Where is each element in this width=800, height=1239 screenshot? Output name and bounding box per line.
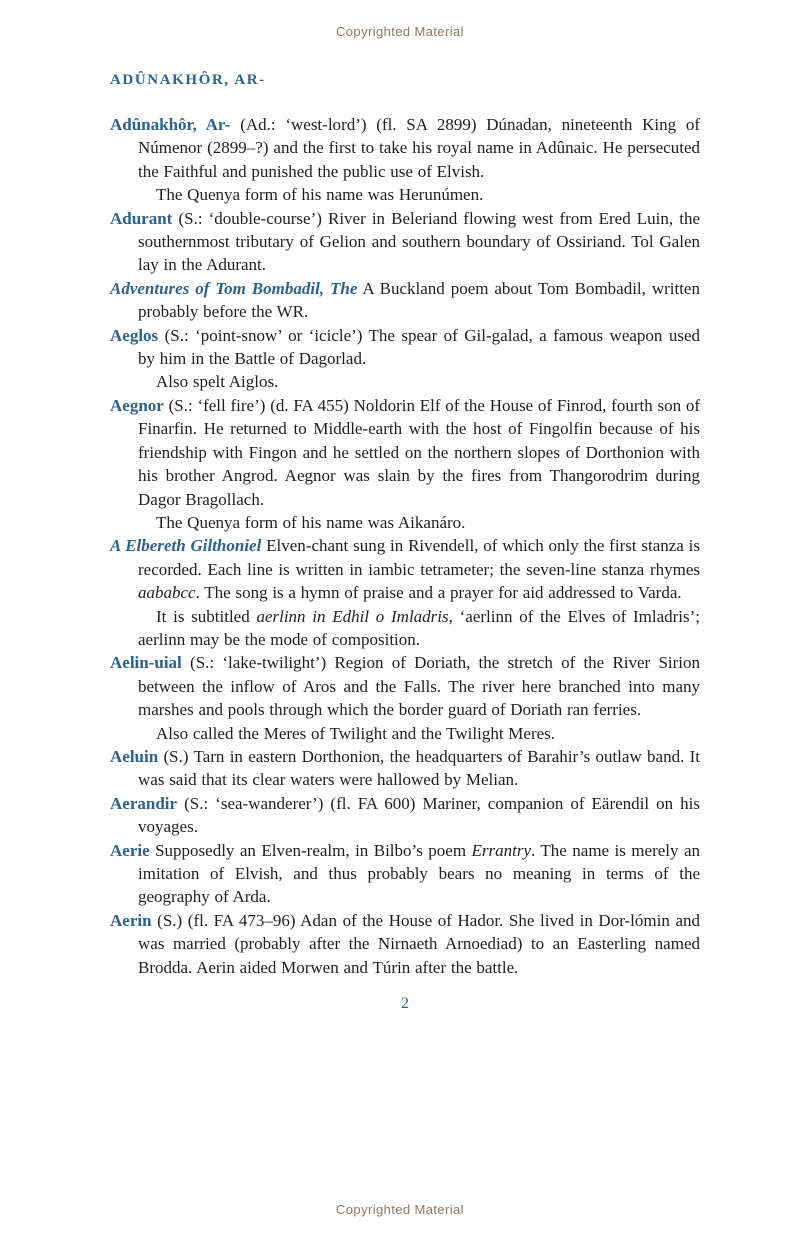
dictionary-entry xyxy=(110,839,700,909)
entry-text: Adurant (S.: ‘double-course’) River in Beleriand flowing west from Ered Luin, the southernmost tributary of Gelion and southern boundary of Ossiriand. Tol Galen lay in the Adurant. xyxy=(110,208,701,275)
dictionary-entry xyxy=(110,651,700,745)
dictionary-entry xyxy=(110,745,700,792)
entry-headword: Aegnor xyxy=(110,395,164,415)
dictionary-entry xyxy=(110,394,700,534)
entry-headword: Adûnakhôr, Ar- xyxy=(110,115,231,134)
dictionary-entry xyxy=(110,534,700,651)
entry-headword: Adurant xyxy=(110,208,173,228)
entry-continuation: The Quenya form of his name was Herunúmen. xyxy=(156,185,484,205)
running-header: ADÛNAKHÔR, AR- xyxy=(110,72,266,88)
dictionary-entry xyxy=(110,207,700,277)
entry-text: Aeluin (S.) Tarn in eastern Dorthonion, the headquarters of Barahir’s outlaw band. It was said that its clear waters were hallowed by Melian. xyxy=(110,746,700,790)
entry-headword: Aeglos xyxy=(110,325,159,345)
entry-text: Adûnakhôr, Ar- (Ad.: ‘west-lord’) (fl. SA 2899) Dúnadan, nineteenth King of Númenor (2899–?) and the first to take his royal name in Adûnaic. He persecuted the Faithful and punished the public use of Elvish. xyxy=(110,115,701,181)
entry-text: Aerin (S.) (fl. FA 473–96) Adan of the House of Hador. She lived in Dor-lómin and was married (probably after the Nirnaeth Arnoediad) to an Easterling named Brodda. Aerin aided Morwen and Túrin after the battle. xyxy=(110,910,700,977)
dictionary-entry xyxy=(110,324,700,394)
entry-continuation: It is subtitled aerlinn in Edhil o Imladris, ‘aerlinn of the Elves of Imladris’; aerlinn may be the mode of composition. xyxy=(138,606,700,649)
dictionary-entry xyxy=(110,909,700,979)
entry-headword: Aerandir xyxy=(110,793,178,813)
entry-text: Aelin-uial (S.: ‘lake-twilight’) Region of Doriath, the stretch of the River Sirion between the inflow of Aros and the Falls. The river here branched into many marshes and pools through which the border guard of Doriath ran ferries. xyxy=(110,653,701,720)
entry-headword: Aeluin xyxy=(110,746,159,766)
page-content xyxy=(110,72,700,1013)
entry-continuation: Also called the Meres of Twilight and the Twilight Meres. xyxy=(156,723,556,743)
entry-headword: Aelin-uial xyxy=(110,653,182,673)
entry-text: Aerandir (S.: ‘sea-wanderer’) (fl. FA 600) Mariner, companion of Eärendil on his voyages. xyxy=(110,793,700,837)
dictionary-entry xyxy=(110,277,700,324)
entry-text: Aegnor (S.: ‘fell fire’) (d. FA 455) Noldorin Elf of the House of Finrod, fourth son of Finarfin. He returned to Middle-earth with the host of Fingolfin because of his friendship with Fingon and he settled on the northern slopes of Dorthonion with his brother Angrod. Aegnor was slain by the fires from Thangorodrim during Dagor Bragollach. xyxy=(110,395,701,509)
copyright-notice-bottom: Copyrighted Material xyxy=(336,1202,464,1217)
entry-text: Aeglos (S.: ‘point-snow’ or ‘icicle’) The spear of Gil-galad, a famous weapon used by him in the Battle of Dagorlad. xyxy=(110,325,700,369)
copyright-notice-top: Copyrighted Material xyxy=(336,24,464,39)
entry-headword: Aerin xyxy=(110,910,152,930)
entry-text: A Elbereth Gilthoniel Elven-chant sung in Rivendell, of which only the first stanza is recorded. Each line is written in iambic tetrameter; the seven-line stanza rhymes aababcc. The song is a hymn of praise and a prayer for aid addressed to Varda. xyxy=(110,536,701,603)
entries-list xyxy=(110,113,700,979)
entry-headword: A Elbereth Gilthoniel xyxy=(110,536,262,556)
entry-continuation: The Quenya form of his name was Aikanáro. xyxy=(156,512,466,532)
page-number: 2 xyxy=(401,995,409,1013)
entry-headword: Aerie xyxy=(110,840,150,860)
entry-text: Adventures of Tom Bombadil, The A Buckland poem about Tom Bombadil, written probably before the WR. xyxy=(110,278,700,322)
dictionary-entry xyxy=(110,792,700,839)
entry-headword: Adventures of Tom Bombadil, The xyxy=(110,278,358,298)
dictionary-entry xyxy=(110,113,700,207)
entry-continuation: Also spelt Aiglos. xyxy=(156,372,279,392)
entry-text: Aerie Supposedly an Elven-realm, in Bilbo’s poem Errantry. The name is merely an imitation of Elvish, and thus probably bears no meaning in terms of the geography of Arda. xyxy=(110,840,700,907)
